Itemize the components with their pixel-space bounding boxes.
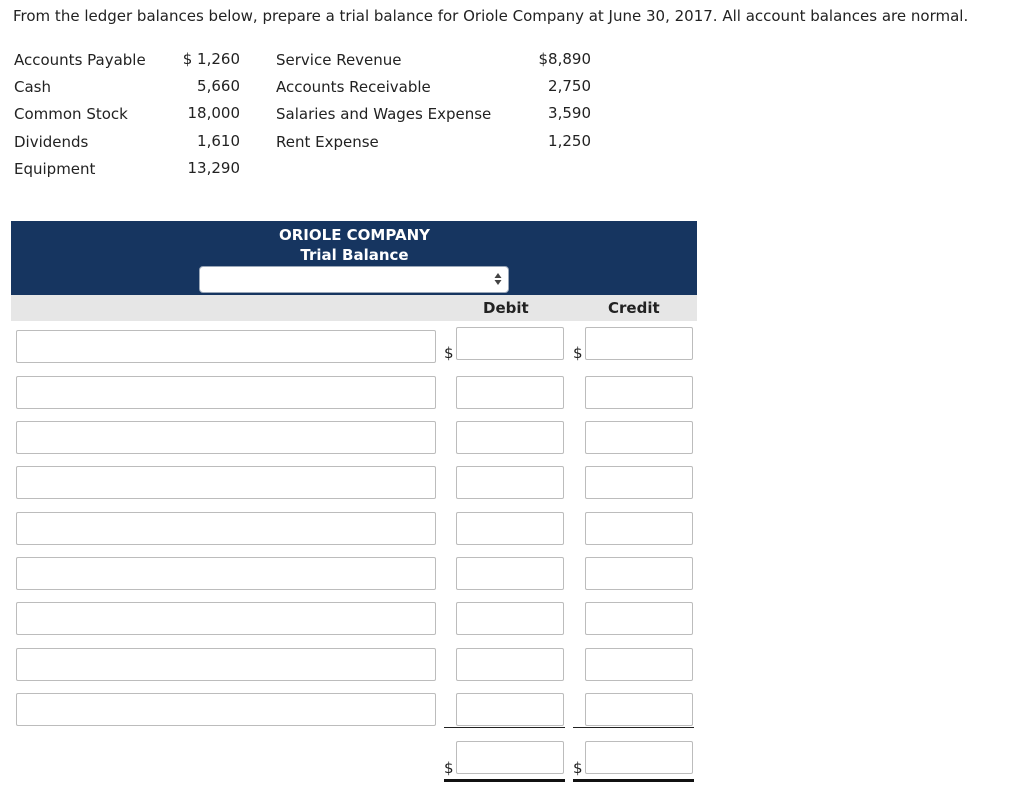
credit-column-header: Credit	[608, 299, 660, 317]
ledger-account-amount: 13,290	[187, 159, 240, 177]
account-name-input[interactable]	[16, 648, 436, 681]
account-name-input[interactable]	[16, 693, 436, 726]
debit-amount-input[interactable]	[456, 648, 564, 681]
ledger-account-amount: 3,590	[548, 104, 591, 122]
instructions-text: From the ledger balances below, prepare a trial balance for Oriole Company at June 30, 2017. All account balances are normal.	[13, 7, 969, 25]
account-name-input[interactable]	[16, 466, 436, 499]
ledger-account-amount: $8,890	[538, 50, 591, 68]
ledger-account-name: Cash	[14, 78, 51, 96]
credit-amount-input[interactable]	[585, 648, 693, 681]
debit-total-input[interactable]	[456, 741, 564, 774]
statement-title: Trial Balance	[300, 246, 409, 264]
credit-currency-symbol: $	[573, 344, 583, 362]
ledger-account-name: Accounts Payable	[14, 51, 146, 69]
debit-amount-input[interactable]	[456, 693, 564, 726]
ledger-account-amount: 1,610	[197, 132, 240, 150]
ledger-account-amount: 2,750	[548, 77, 591, 95]
ledger-account-name: Common Stock	[14, 105, 128, 123]
date-select[interactable]	[199, 266, 509, 293]
debit-currency-symbol: $	[444, 344, 454, 362]
debit-amount-input[interactable]	[456, 466, 564, 499]
credit-amount-input[interactable]	[585, 327, 693, 360]
select-arrows-icon	[494, 272, 502, 286]
credit-total-input[interactable]	[585, 741, 693, 774]
trial-balance-header	[11, 221, 697, 295]
account-name-input[interactable]	[16, 330, 436, 363]
credit-amount-input[interactable]	[585, 693, 693, 726]
account-name-input[interactable]	[16, 602, 436, 635]
debit-total-double-rule	[444, 779, 565, 782]
account-name-input[interactable]	[16, 376, 436, 409]
column-header-row	[11, 295, 697, 321]
debit-amount-input[interactable]	[456, 512, 564, 545]
debit-column-header: Debit	[483, 299, 529, 317]
ledger-account-name: Accounts Receivable	[276, 78, 431, 96]
debit-amount-input[interactable]	[456, 557, 564, 590]
credit-amount-input[interactable]	[585, 557, 693, 590]
credit-total-double-rule	[573, 779, 694, 782]
debit-total-currency-symbol: $	[444, 759, 454, 777]
credit-amount-input[interactable]	[585, 602, 693, 635]
credit-subtotal-rule	[573, 727, 694, 728]
company-name: ORIOLE COMPANY	[279, 226, 430, 244]
debit-amount-input[interactable]	[456, 376, 564, 409]
ledger-account-amount: 5,660	[197, 77, 240, 95]
debit-subtotal-rule	[444, 727, 565, 728]
account-name-input[interactable]	[16, 557, 436, 590]
account-name-input[interactable]	[16, 421, 436, 454]
account-name-input[interactable]	[16, 512, 436, 545]
debit-amount-input[interactable]	[456, 602, 564, 635]
ledger-account-name: Service Revenue	[276, 51, 402, 69]
credit-amount-input[interactable]	[585, 376, 693, 409]
debit-amount-input[interactable]	[456, 421, 564, 454]
debit-amount-input[interactable]	[456, 327, 564, 360]
credit-amount-input[interactable]	[585, 512, 693, 545]
ledger-account-amount: 18,000	[187, 104, 240, 122]
ledger-account-name: Equipment	[14, 160, 96, 178]
credit-amount-input[interactable]	[585, 421, 693, 454]
ledger-account-name: Salaries and Wages Expense	[276, 105, 492, 123]
ledger-account-amount: 1,250	[548, 132, 591, 150]
credit-total-currency-symbol: $	[573, 759, 583, 777]
ledger-account-name: Rent Expense	[276, 133, 379, 151]
ledger-balances	[0, 47, 640, 187]
ledger-account-name: Dividends	[14, 133, 89, 151]
ledger-account-amount: $ 1,260	[182, 50, 240, 68]
credit-amount-input[interactable]	[585, 466, 693, 499]
